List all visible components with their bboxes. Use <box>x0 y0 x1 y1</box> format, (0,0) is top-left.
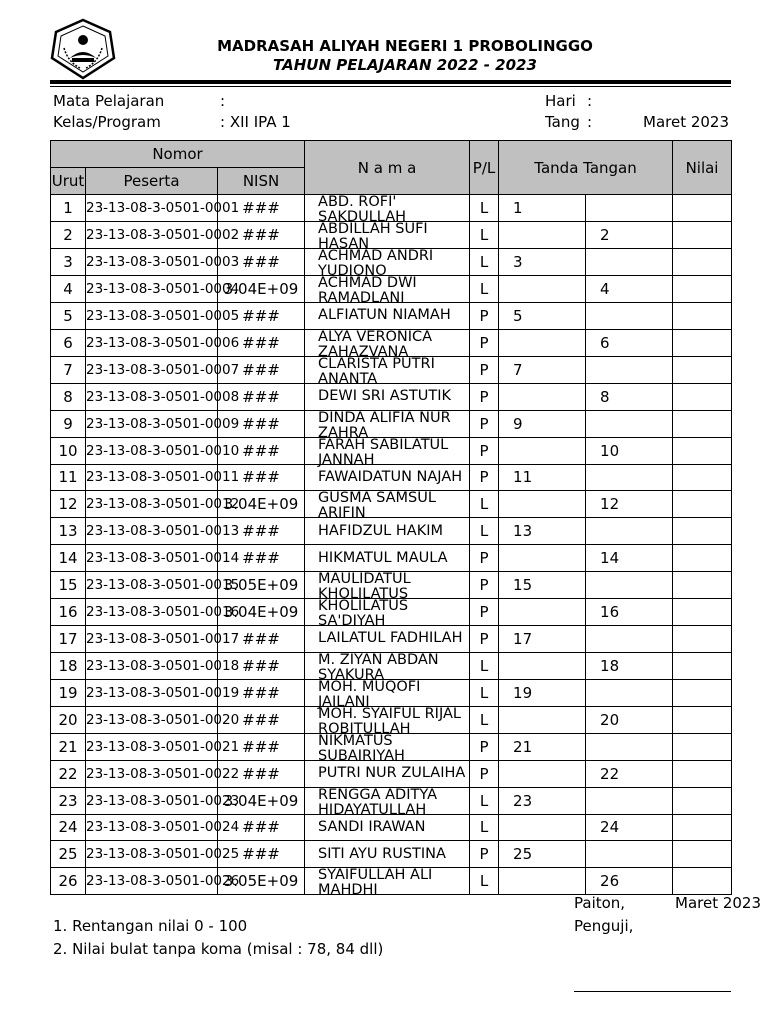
cell-urut: 6 <box>51 329 86 356</box>
kelas-label: Kelas/Program <box>53 113 161 131</box>
student-name: PUTRI NUR ZULAIHA <box>318 765 466 782</box>
cell-nilai <box>673 706 732 733</box>
header-nilai: Nilai <box>673 141 732 195</box>
cell-urut: 20 <box>51 706 86 733</box>
student-name: SITI AYU RUSTINA <box>318 845 446 862</box>
table-row <box>51 464 732 491</box>
table-row <box>51 814 732 841</box>
cell-signature-right <box>586 464 673 491</box>
table-row <box>51 787 732 814</box>
cell-pl: P <box>470 545 499 572</box>
cell-signature-right <box>586 303 673 330</box>
cell-peserta: 23-13-08-3-0501-0020 <box>86 706 218 733</box>
cell-peserta: 23-13-08-3-0501-0006 <box>86 329 218 356</box>
cell-nama <box>305 841 470 868</box>
hari-separator: : <box>587 92 593 110</box>
cell-signature-right <box>586 841 673 868</box>
madrasah-emblem-logo <box>50 18 116 80</box>
cell-peserta: 23-13-08-3-0501-0010 <box>86 437 218 464</box>
cell-signature-left: 17 <box>499 625 586 652</box>
table-row <box>51 303 732 330</box>
cell-pl: P <box>470 303 499 330</box>
student-name: NIKMATUS SUBAIRIYAH <box>318 732 405 764</box>
table-row <box>51 598 732 625</box>
cell-urut: 10 <box>51 437 86 464</box>
cell-peserta: 23-13-08-3-0501-0022 <box>86 760 218 787</box>
cell-peserta: 23-13-08-3-0501-0014 <box>86 545 218 572</box>
cell-signature-left <box>499 491 586 518</box>
cell-nilai <box>673 383 732 410</box>
cell-signature-right <box>586 410 673 437</box>
cell-pl: L <box>470 222 499 249</box>
student-name: MOH. SYAIFUL RIJAL ROBITULLAH <box>318 705 461 737</box>
cell-nilai <box>673 571 732 598</box>
cell-signature-left: 21 <box>499 733 586 760</box>
student-name: ACHMAD ANDRI YUDIONO <box>318 248 434 279</box>
cell-pl: P <box>470 598 499 625</box>
cell-nama <box>305 705 470 737</box>
cell-urut: 1 <box>51 195 86 222</box>
cell-nama <box>305 545 470 572</box>
cell-urut: 25 <box>51 841 86 868</box>
table-row <box>51 383 732 410</box>
cell-signature-left <box>499 545 586 572</box>
signature-line <box>574 991 731 992</box>
student-name: DINDA ALIFIA NUR ZAHRA <box>318 409 451 441</box>
cell-nisn: ### <box>218 760 305 787</box>
cell-signature-right <box>586 195 673 222</box>
student-name: ACHMAD DWI RAMADLANI <box>318 275 417 306</box>
cell-nisn: 3.04E+09 <box>218 276 305 303</box>
cell-signature-right <box>586 733 673 760</box>
cell-nilai <box>673 303 732 330</box>
cell-nisn: ### <box>218 545 305 572</box>
cell-peserta: 23-13-08-3-0501-0012 <box>86 491 218 518</box>
cell-nisn: ### <box>218 356 305 383</box>
cell-nisn: ### <box>218 625 305 652</box>
cell-pl: L <box>470 787 499 814</box>
cell-nilai <box>673 356 732 383</box>
cell-nama <box>305 221 470 252</box>
header-rule-thick <box>50 80 731 84</box>
note-1: 1. Rentangan nilai 0 - 100 <box>53 917 248 935</box>
cell-nilai <box>673 733 732 760</box>
cell-nama <box>305 275 470 306</box>
cell-nama <box>305 328 470 360</box>
student-name: MAULIDATUL KHOLILATUS <box>318 570 411 602</box>
cell-pl: L <box>470 679 499 706</box>
cell-pl: L <box>470 814 499 841</box>
cell-nama <box>305 625 470 652</box>
cell-peserta: 23-13-08-3-0501-0009 <box>86 410 218 437</box>
cell-nisn: ### <box>218 814 305 841</box>
cell-signature-right <box>586 625 673 652</box>
cell-pl: P <box>470 841 499 868</box>
cell-nama <box>305 597 470 629</box>
cell-nama <box>305 303 470 330</box>
cell-urut: 9 <box>51 410 86 437</box>
cell-nilai <box>673 249 732 276</box>
cell-urut: 22 <box>51 760 86 787</box>
cell-urut: 19 <box>51 679 86 706</box>
student-name: M. ZIYAN ABDAN SYAKURA <box>318 651 439 683</box>
cell-signature-right: 26 <box>586 868 673 895</box>
cell-urut: 15 <box>51 571 86 598</box>
cell-urut: 21 <box>51 733 86 760</box>
cell-nilai <box>673 625 732 652</box>
cell-signature-right <box>586 787 673 814</box>
table-row <box>51 652 732 679</box>
cell-urut: 16 <box>51 598 86 625</box>
table-row <box>51 437 732 464</box>
student-name: DEWI SRI ASTUTIK <box>318 388 451 405</box>
cell-nisn: 3.04E+09 <box>218 491 305 518</box>
cell-peserta: 23-13-08-3-0501-0018 <box>86 652 218 679</box>
cell-signature-left: 13 <box>499 518 586 545</box>
cell-signature-right <box>586 518 673 545</box>
cell-signature-left: 5 <box>499 303 586 330</box>
cell-signature-left <box>499 652 586 679</box>
cell-signature-right <box>586 571 673 598</box>
title-line-2: MADRASAH ALIYAH NEGERI 1 PROBOLINGGO <box>217 37 593 55</box>
cell-nama <box>305 651 470 683</box>
kelas-value: : XII IPA 1 <box>220 113 291 131</box>
cell-nama <box>305 436 470 468</box>
cell-peserta: 23-13-08-3-0501-0021 <box>86 733 218 760</box>
cell-nisn: ### <box>218 249 305 276</box>
header-peserta: Peserta <box>86 168 218 195</box>
title-line-3: TAHUN PELAJARAN 2022 - 2023 <box>273 56 537 74</box>
table-row <box>51 356 732 383</box>
cell-nama <box>305 383 470 410</box>
cell-urut: 5 <box>51 303 86 330</box>
table-row <box>51 706 732 733</box>
mapel-label: Mata Pelajaran <box>53 92 165 110</box>
cell-signature-right: 12 <box>586 491 673 518</box>
cell-pl: L <box>470 652 499 679</box>
cell-urut: 7 <box>51 356 86 383</box>
cell-nilai <box>673 760 732 787</box>
table-row <box>51 760 732 787</box>
cell-nisn: ### <box>218 195 305 222</box>
student-name: ABDILLAH SUFI HASAN <box>318 221 428 252</box>
cell-nilai <box>673 329 732 356</box>
cell-nisn: ### <box>218 679 305 706</box>
cell-pl: L <box>470 706 499 733</box>
cell-pl: L <box>470 491 499 518</box>
cell-nisn: 3.04E+09 <box>218 787 305 814</box>
cell-nisn: ### <box>218 518 305 545</box>
cell-nama <box>305 409 470 441</box>
cell-pl: P <box>470 733 499 760</box>
cell-pl: L <box>470 249 499 276</box>
cell-signature-left <box>499 222 586 249</box>
cell-nilai <box>673 598 732 625</box>
header-nama: N a m a <box>305 141 470 195</box>
cell-nisn: ### <box>218 329 305 356</box>
cell-nilai <box>673 518 732 545</box>
cell-pl: L <box>470 195 499 222</box>
cell-signature-left: 15 <box>499 571 586 598</box>
cell-signature-right: 14 <box>586 545 673 572</box>
cell-nama <box>305 786 470 818</box>
cell-signature-right: 20 <box>586 706 673 733</box>
tanggal-label: Tang <box>545 113 580 131</box>
cell-nama <box>305 678 470 710</box>
student-name: ABD. ROFI' SAKDULLAH <box>318 194 407 225</box>
table-row <box>51 841 732 868</box>
cell-urut: 8 <box>51 383 86 410</box>
cell-signature-right <box>586 356 673 383</box>
cell-signature-left: 7 <box>499 356 586 383</box>
student-name: SANDI IRAWAN <box>318 818 426 835</box>
cell-signature-left <box>499 814 586 841</box>
table-row <box>51 410 732 437</box>
cell-urut: 23 <box>51 787 86 814</box>
cell-urut: 2 <box>51 222 86 249</box>
cell-signature-right: 8 <box>586 383 673 410</box>
cell-signature-left: 25 <box>499 841 586 868</box>
cell-peserta: 23-13-08-3-0501-0001 <box>86 195 218 222</box>
cell-nisn: ### <box>218 652 305 679</box>
cell-nisn: ### <box>218 383 305 410</box>
student-name: FARAH SABILATUL JANNAH <box>318 436 449 468</box>
cell-peserta: 23-13-08-3-0501-0017 <box>86 625 218 652</box>
cell-pl: P <box>470 329 499 356</box>
cell-pl: L <box>470 868 499 895</box>
cell-signature-left: 23 <box>499 787 586 814</box>
cell-nama <box>305 814 470 841</box>
cell-nilai <box>673 652 732 679</box>
cell-peserta: 23-13-08-3-0501-0023 <box>86 787 218 814</box>
cell-nilai <box>673 276 732 303</box>
cell-urut: 11 <box>51 464 86 491</box>
cell-nama <box>305 194 470 225</box>
cell-nisn: ### <box>218 464 305 491</box>
cell-signature-left <box>499 437 586 464</box>
cell-peserta: 23-13-08-3-0501-0025 <box>86 841 218 868</box>
cell-nama <box>305 732 470 764</box>
cell-signature-left <box>499 706 586 733</box>
cell-pl: P <box>470 464 499 491</box>
cell-pl: P <box>470 625 499 652</box>
cell-nilai <box>673 679 732 706</box>
cell-peserta: 23-13-08-3-0501-0024 <box>86 814 218 841</box>
cell-signature-left: 1 <box>499 195 586 222</box>
cell-peserta: 23-13-08-3-0501-0005 <box>86 303 218 330</box>
table-body <box>51 194 732 899</box>
cell-nisn: ### <box>218 303 305 330</box>
cell-pl: P <box>470 410 499 437</box>
cell-signature-right: 22 <box>586 760 673 787</box>
table-row <box>51 571 732 598</box>
cell-urut: 3 <box>51 249 86 276</box>
cell-pl: P <box>470 437 499 464</box>
cell-nama <box>305 355 470 387</box>
cell-nilai <box>673 841 732 868</box>
mapel-separator: : <box>220 92 226 110</box>
cell-signature-left: 11 <box>499 464 586 491</box>
cell-nisn: ### <box>218 706 305 733</box>
cell-nilai <box>673 868 732 895</box>
table-row <box>51 195 732 222</box>
student-name: LAILATUL FADHILAH <box>318 630 463 647</box>
cell-peserta: 23-13-08-3-0501-0015 <box>86 571 218 598</box>
cell-pl: L <box>470 518 499 545</box>
cell-nisn: 3.04E+09 <box>218 598 305 625</box>
penguji-label: Penguji, <box>574 917 634 935</box>
cell-peserta: 23-13-08-3-0501-0008 <box>86 383 218 410</box>
cell-peserta: 23-13-08-3-0501-0019 <box>86 679 218 706</box>
cell-signature-right: 10 <box>586 437 673 464</box>
table-row <box>51 545 732 572</box>
cell-signature-right: 18 <box>586 652 673 679</box>
cell-nilai <box>673 437 732 464</box>
student-name: KHOLILATUS SA'DIYAH <box>318 597 409 629</box>
student-name: SYAIFULLAH ALI MAHDHI <box>318 867 433 899</box>
cell-nilai <box>673 410 732 437</box>
cell-peserta: 23-13-08-3-0501-0011 <box>86 464 218 491</box>
signature-date: Maret 2023 <box>675 894 762 912</box>
cell-nama <box>305 518 470 545</box>
table-row <box>51 868 732 895</box>
cell-pl: P <box>470 356 499 383</box>
cell-signature-left: 9 <box>499 410 586 437</box>
cell-signature-right: 16 <box>586 598 673 625</box>
cell-urut: 13 <box>51 518 86 545</box>
cell-signature-right <box>586 679 673 706</box>
table-row <box>51 222 732 249</box>
tanggal-separator: : <box>587 113 593 131</box>
cell-urut: 24 <box>51 814 86 841</box>
header-nisn: NISN <box>218 168 305 195</box>
cell-peserta: 23-13-08-3-0501-0013 <box>86 518 218 545</box>
cell-nilai <box>673 222 732 249</box>
cell-signature-right: 6 <box>586 329 673 356</box>
tanggal-value: Maret 2023 <box>643 113 730 131</box>
cell-nisn: ### <box>218 410 305 437</box>
table-row <box>51 329 732 356</box>
student-name: ALYA VERONICA ZAHAZVANA <box>318 328 433 360</box>
student-name: CLARISTA PUTRI ANANTA <box>318 355 435 387</box>
cell-pl: L <box>470 276 499 303</box>
student-name: FAWAIDATUN NAJAH <box>318 468 463 485</box>
student-name: HIKMATUL MAULA <box>318 549 448 566</box>
cell-pl: P <box>470 760 499 787</box>
note-2: 2. Nilai bulat tanpa koma (misal : 78, 84 dll) <box>53 940 384 958</box>
cell-urut: 26 <box>51 868 86 895</box>
cell-nilai <box>673 464 732 491</box>
table-row <box>51 491 732 518</box>
cell-peserta: 23-13-08-3-0501-0004 <box>86 276 218 303</box>
table-row <box>51 679 732 706</box>
table-row <box>51 249 732 276</box>
header-pl: P/L <box>470 141 499 195</box>
header-nomor: Nomor <box>51 141 305 168</box>
cell-urut: 12 <box>51 491 86 518</box>
cell-nama <box>305 248 470 279</box>
cell-peserta: 23-13-08-3-0501-0003 <box>86 249 218 276</box>
cell-urut: 14 <box>51 545 86 572</box>
cell-peserta: 23-13-08-3-0501-0026 <box>86 868 218 895</box>
header-urut: Urut <box>51 168 86 195</box>
cell-signature-left <box>499 598 586 625</box>
cell-signature-right: 2 <box>586 222 673 249</box>
cell-nama <box>305 760 470 787</box>
cell-signature-right: 4 <box>586 276 673 303</box>
cell-nilai <box>673 787 732 814</box>
cell-nisn: 3.05E+09 <box>218 868 305 895</box>
cell-signature-right: 24 <box>586 814 673 841</box>
cell-nama <box>305 867 470 899</box>
cell-signature-left <box>499 868 586 895</box>
cell-pl: P <box>470 571 499 598</box>
cell-signature-left <box>499 329 586 356</box>
hari-label: Hari <box>545 92 576 110</box>
cell-signature-left <box>499 383 586 410</box>
student-name: HAFIDZUL HAKIM <box>318 522 443 539</box>
cell-signature-left <box>499 276 586 303</box>
table-row <box>51 733 732 760</box>
cell-nama <box>305 464 470 491</box>
cell-nisn: 3.05E+09 <box>218 571 305 598</box>
cell-nilai <box>673 545 732 572</box>
cell-signature-right <box>586 249 673 276</box>
student-name: MOH. MUQOFI JAILANI <box>318 678 421 710</box>
student-name: ALFIATUN NIAMAH <box>318 307 451 324</box>
cell-peserta: 23-13-08-3-0501-0007 <box>86 356 218 383</box>
cell-nama <box>305 490 470 522</box>
cell-nisn: ### <box>218 733 305 760</box>
cell-pl: P <box>470 383 499 410</box>
cell-peserta: 23-13-08-3-0501-0002 <box>86 222 218 249</box>
cell-signature-left <box>499 760 586 787</box>
student-name: GUSMA SAMSUL ARIFIN <box>318 490 436 522</box>
table-row <box>51 625 732 652</box>
table-row <box>51 276 732 303</box>
header-tanda-tangan: Tanda Tangan <box>499 141 673 195</box>
place-text: Paiton, <box>574 894 626 912</box>
cell-nisn: ### <box>218 437 305 464</box>
student-name: RENGGA ADITYA HIDAYATULLAH <box>318 786 437 818</box>
cell-peserta: 23-13-08-3-0501-0016 <box>86 598 218 625</box>
cell-urut: 17 <box>51 625 86 652</box>
cell-nilai <box>673 195 732 222</box>
header-rule-thin <box>50 86 731 87</box>
cell-nilai <box>673 814 732 841</box>
cell-nama <box>305 570 470 602</box>
cell-signature-left: 3 <box>499 249 586 276</box>
cell-nilai <box>673 491 732 518</box>
cell-urut: 4 <box>51 276 86 303</box>
table-row <box>51 518 732 545</box>
attendance-table <box>50 140 732 899</box>
cell-nisn: ### <box>218 841 305 868</box>
cell-urut: 18 <box>51 652 86 679</box>
cell-nisn: ### <box>218 222 305 249</box>
cell-signature-left: 19 <box>499 679 586 706</box>
